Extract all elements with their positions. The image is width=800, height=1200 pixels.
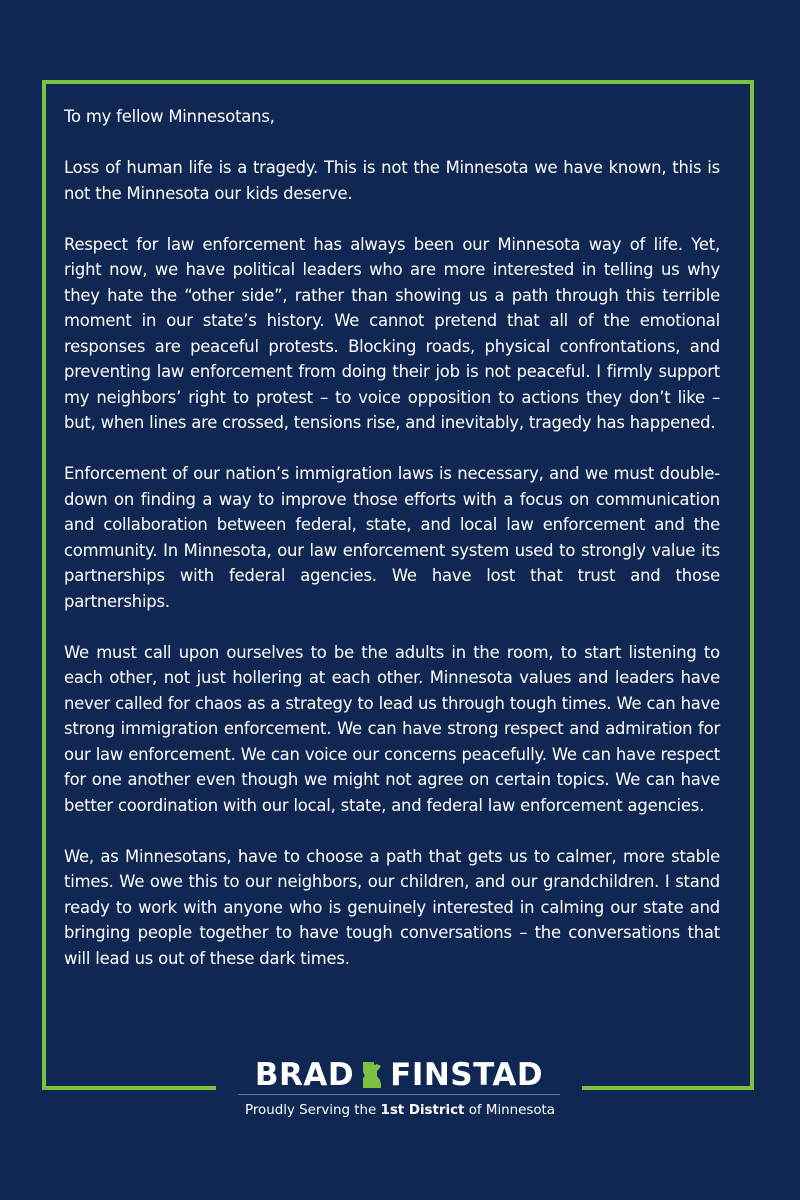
- brand-logo: [216, 1050, 582, 1100]
- frame-right-border: [750, 80, 754, 1090]
- letter-paragraph-3: Enforcement of our nation’s immigration laws is necessary, and we must double-down on finding a way to improve those efforts with a focus on communication and collaboration between federal, state, and local law enforcement and the community. In Minnesota, our law enforcement system used to strongly value its partnerships with federal agencies. We have lost that trust and those partnerships.: [64, 464, 720, 611]
- brand-first-name: BRAD: [254, 1057, 355, 1093]
- brand-last-name: FINSTAD: [390, 1057, 544, 1093]
- tagline-suffix: of Minnesota: [464, 1103, 555, 1118]
- letter-body: [64, 104, 720, 997]
- letter-paragraph-2: Respect for law enforcement has always been our Minnesota way of life. Yet, right now, we have political leaders who are more interested in telling us why they hate the “other side”, rather than showing us a path through this terrible moment in our state’s history. We cannot pretend that all of the emotional responses are peaceful protests. Blocking roads, physical confrontations, and preventing law enforcement from doing their job is not peaceful. I firmly support my neighbors’ right to protest – to voice opposition to actions they don’t like – but, when lines are crossed, tensions rise, and inevitably, tragedy has happened.: [64, 234, 720, 432]
- letter-paragraph-4: We must call upon ourselves to be the adults in the room, to start listening to each other, not just hollering at each other. Minnesota values and leaders have never called for chaos as a strategy to lead us through tough times. We can have strong immigration enforcement. We can have strong respect and admiration for our law enforcement. We can voice our concerns peacefully. We can have respect for one another even though we might not agree on certain topics. We can have better coordination with our local, state, and federal law enforcement agencies.: [64, 642, 720, 815]
- brand-divider: [238, 1094, 560, 1095]
- frame-top-border: [42, 80, 754, 84]
- minnesota-state-icon: [360, 1060, 384, 1090]
- tagline: [200, 1103, 600, 1118]
- frame-bottom-right-border: [582, 1086, 754, 1090]
- tagline-prefix: Proudly Serving the: [245, 1103, 381, 1118]
- letter-salutation: To my fellow Minnesotans,: [64, 107, 275, 126]
- letter-paragraph-1: Loss of human life is a tragedy. This is not the Minnesota we have known, this is not the Minnesota our kids deserve.: [64, 158, 720, 203]
- frame-bottom-left-border: [42, 1086, 216, 1090]
- frame-left-border: [42, 80, 46, 1090]
- tagline-district: 1st District: [380, 1103, 465, 1118]
- letter-paragraph-5: We, as Minnesotans, have to choose a path that gets us to calmer, more stable times. We owe this to our neighbors, our children, and our grandchildren. I stand ready to work with anyone who is genuinely interested in calming our state and bringing people together to have tough conversations – the conversations that will lead us out of these dark times.: [64, 846, 720, 968]
